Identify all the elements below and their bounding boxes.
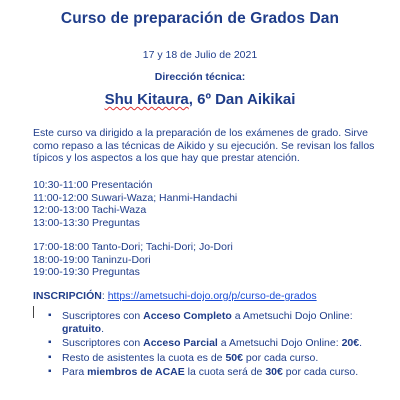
schedule-item: 19:00-19:30 Preguntas — [33, 266, 140, 278]
schedule-day2 — [33, 241, 233, 279]
inscription-label: INSCRIPCIÓN — [33, 290, 102, 302]
course-description: Este curso va dirigido a la preparación de los exámenes de grado. Sirve como repaso a las técnicas de Aikido y su ejecución. Se revisan los fallos típicos y los aspectos a los que hay que prestar atención. — [33, 127, 375, 164]
list-item — [48, 337, 378, 350]
direction-label: Dirección técnica: — [154, 71, 246, 83]
document-title: Curso de preparación de Grados Dan — [60, 10, 340, 27]
schedule-item: 12:00-13:00 Tachi-Waza — [33, 204, 147, 216]
bullet-text: . — [359, 337, 363, 349]
bullet-text: Para — [62, 366, 88, 378]
schedule-item: 17:00-18:00 Tanto-Dori; Tachi-Dori; Jo-Dori — [33, 241, 233, 253]
bullet-bold: Acceso Parcial — [143, 337, 218, 349]
bullet-text: por cada curso. — [282, 366, 359, 378]
list-item — [48, 366, 378, 379]
bullet-text: Suscriptores con — [62, 337, 144, 349]
bullet-text: la cuota será de — [184, 366, 266, 378]
schedule-item: 18:00-19:00 Taninzu-Dori — [33, 253, 151, 266]
bullet-text: Resto de asistentes la cuota es de — [62, 351, 226, 364]
bullet-text: por cada curso. — [242, 351, 319, 364]
bullet-bold: miembros de ACAE — [87, 366, 185, 378]
bullet-bold: 30€ — [265, 366, 283, 378]
bullet-bold: 50€ — [225, 351, 243, 364]
teacher-line — [0, 91, 400, 108]
bullet-bold: Acceso Completo — [143, 310, 232, 322]
bullet-text: Suscriptores con — [62, 310, 144, 322]
schedule-item: 13:00-13:30 Preguntas — [33, 216, 140, 229]
schedule-item: 10:30-11:00 Presentación — [33, 179, 153, 191]
bullet-text: a Ametsuchi Dojo Online: — [231, 310, 353, 322]
list-item — [48, 310, 378, 335]
teacher-name: Shu Kitaura — [104, 91, 189, 108]
pricing-list — [48, 310, 378, 381]
course-dates: 17 y 18 de Julio de 2021 — [142, 49, 258, 61]
bullet-text: . — [101, 322, 104, 335]
bullet-bold: 20€ — [341, 337, 360, 349]
schedule-item: 11:00-12:00 Suwari-Waza; Hanmi-Handachi — [33, 191, 238, 204]
text-cursor — [33, 306, 34, 318]
schedule-day1 — [33, 179, 237, 229]
list-item — [48, 352, 378, 365]
inscription-line — [33, 290, 317, 302]
bullet-text: a Ametsuchi Dojo Online: — [217, 337, 342, 349]
inscription-link[interactable]: https://ametsuchi-dojo.org/p/curso-de-grados — [107, 290, 317, 302]
inscription-sep: : — [101, 290, 108, 302]
bullet-bold: gratuito — [62, 322, 102, 335]
teacher-rank: , 6º Dan Aikikai — [188, 91, 296, 108]
